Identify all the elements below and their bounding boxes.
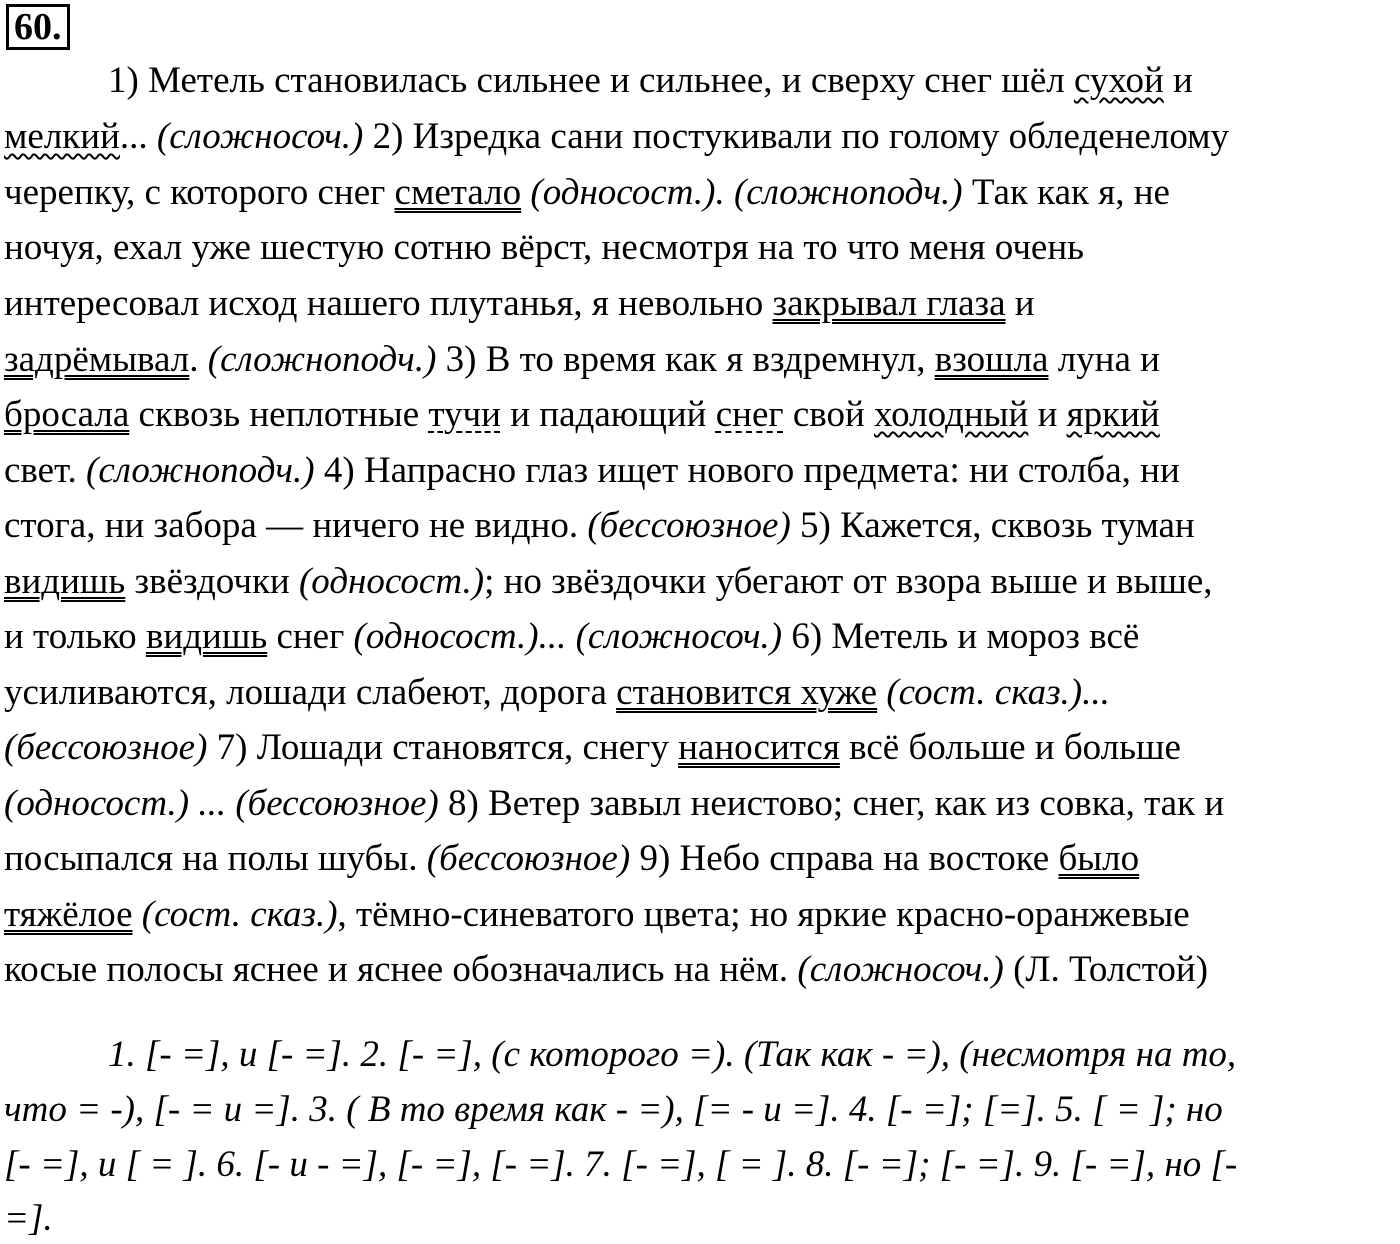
text-line-8 <box>4 448 1180 494</box>
predicate-word: сметало <box>394 172 522 213</box>
text-fragment: , тёмно-синеватого цвета; но яркие красно-оранжевые <box>337 894 1190 935</box>
text-fragment: . <box>189 339 208 380</box>
text-line-7 <box>4 392 1160 438</box>
sentence-type-note: (сложносоч.) <box>797 949 1004 990</box>
scheme-line-1: 1. [- =], и [- =]. 2. [- =], (с которого =). (Так как - =), (несмотря на то, <box>108 1034 1237 1075</box>
attribute-word: яркий <box>1066 394 1160 435</box>
text-fragment: 4) Напрасно глаз ищет нового предмета: ни столба, ни <box>314 450 1180 491</box>
sentence-type-note: (сложноподч.) <box>207 339 437 380</box>
text-fragment: Так как я, не <box>962 172 1170 213</box>
text-line-3 <box>4 170 1170 216</box>
sentence-type-note: (сложноподч.) <box>86 450 315 491</box>
sentence-type-note: (сост. сказ.) <box>141 894 338 935</box>
text-fragment <box>521 172 530 213</box>
text-fragment <box>133 894 142 935</box>
text-line-17 <box>4 947 1208 993</box>
text-fragment <box>877 672 886 713</box>
text-fragment: ... <box>119 116 157 157</box>
text-line-5 <box>4 281 1035 327</box>
predicate-word: бросала <box>4 394 130 435</box>
attribute-word: мелкий <box>4 116 120 157</box>
text-fragment: 5) Кажется, сквозь туман <box>790 505 1195 546</box>
text-fragment: 6) Метель и мороз всё <box>782 616 1140 657</box>
sentence-type-note: (односост.). (сложноподч.) <box>530 172 963 213</box>
text-line-6 <box>4 337 1160 383</box>
predicate-word: тяжёлое <box>4 894 133 935</box>
exercise-number: 60. <box>6 4 70 50</box>
text-fragment: стога, ни забора — ничего не видно. <box>4 505 588 546</box>
text-fragment: косые полосы яснее и яснее обозначались на нём. <box>4 949 798 990</box>
text-fragment: ; но звёздочки убегают от взора выше и выше, <box>484 561 1213 602</box>
text-fragment: 9) Небо справа на востоке <box>630 838 1059 879</box>
object-word: снег <box>715 394 784 435</box>
text-fragment: 2) Изредка сани постукивали по голому обледенелому <box>363 116 1230 157</box>
text-fragment: черепку, с которого снег <box>4 172 395 213</box>
sentence-type-note: (односост.) ... (бессоюзное) <box>4 783 439 824</box>
text-fragment: луна и <box>1048 339 1160 380</box>
sentence-type-note: (односост.) <box>298 561 485 602</box>
attribute-word: холодный <box>874 394 1029 435</box>
object-word: тучи <box>428 394 501 435</box>
text-line-12 <box>4 670 1110 716</box>
text-fragment: 7) Лошади становятся, снегу <box>207 727 679 768</box>
scheme-line-4: =]. <box>4 1198 53 1239</box>
text-line-11 <box>4 614 1139 660</box>
scheme-line-2: что = -), [- = и =]. 3. ( В то время как - =), [= - и =]. 4. [- =]; [=]. 5. [ = ]; но <box>4 1089 1223 1130</box>
text-fragment: и <box>1163 60 1193 101</box>
text-fragment: и падающий <box>500 394 716 435</box>
predicate-word: наносится <box>678 727 840 768</box>
predicate-word: видишь <box>145 616 268 657</box>
text-fragment: свой <box>783 394 875 435</box>
predicate-word: закрывал глаза <box>772 283 1006 324</box>
text-fragment: звёздочки <box>125 561 299 602</box>
text-line-14 <box>4 781 1224 827</box>
attribute-word: сухой <box>1073 60 1164 101</box>
text-fragment: и <box>1005 283 1035 324</box>
text-line-2 <box>4 114 1229 160</box>
text-fragment: 1) Метель становилась сильнее и сильнее, и сверху снег шёл <box>108 60 1074 101</box>
text-fragment: свет. <box>4 450 86 491</box>
text-line-16 <box>4 892 1190 938</box>
sentence-type-note: (бессоюзное) <box>587 505 791 546</box>
sentence-type-note: (бессоюзное) <box>4 727 208 768</box>
text-fragment: посыпался на полы шубы. <box>4 838 427 879</box>
text-line-4: ночуя, ехал уже шестую сотню вёрст, несмотря на то что меня очень <box>4 227 1085 268</box>
text-line-1 <box>108 58 1193 104</box>
text-fragment: и только <box>4 616 146 657</box>
predicate-word: было <box>1058 838 1140 879</box>
text-fragment: интересовал исход нашего плутанья, я невольно <box>4 283 773 324</box>
scheme-line-3: [- =], и [ = ]. 6. [- и - =], [- =], [- =]. 7. [- =], [ = ]. 8. [- =]; [- =]. 9. [- =], но [- <box>4 1144 1238 1185</box>
sentence-type-note: (бессоюзное) <box>426 838 631 879</box>
text-line-13 <box>4 725 1181 771</box>
text-fragment: и <box>1028 394 1067 435</box>
text-fragment: 3) В то время как я вздремнул, <box>436 339 935 380</box>
text-fragment: 8) Ветер завыл неистово; снег, как из совка, так и <box>438 783 1225 824</box>
text-line-15 <box>4 836 1139 882</box>
predicate-word: видишь <box>4 561 126 602</box>
author-attribution: (Л. Толстой) <box>1003 949 1209 990</box>
text-line-10 <box>4 559 1213 605</box>
text-fragment: усиливаются, лошади слабеют, дорога <box>4 672 617 713</box>
predicate-word: становится хуже <box>616 672 878 713</box>
sentence-type-note: (односост.)... (сложносоч.) <box>353 616 783 657</box>
predicate-word: задрёмывал <box>4 339 190 380</box>
text-fragment: снег <box>267 616 354 657</box>
sentence-type-note: (сост. сказ.)... <box>886 672 1110 713</box>
text-line-9 <box>4 503 1195 549</box>
text-fragment: всё больше и больше <box>839 727 1181 768</box>
text-fragment: сквозь неплотные <box>129 394 429 435</box>
predicate-word: взошла <box>934 339 1049 380</box>
sentence-type-note: (сложносоч.) <box>156 116 364 157</box>
